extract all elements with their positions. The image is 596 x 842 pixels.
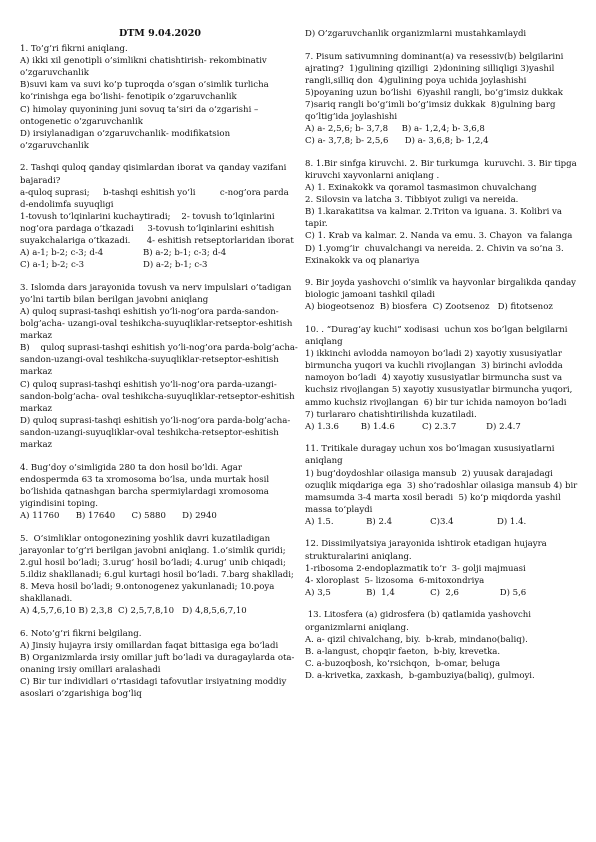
answer-option: A) ikki xil genotipli o’simlikni chatishtirish- rekombinativ o’zgaruvchanlik: [20, 56, 270, 79]
question-2: [20, 162, 300, 271]
question-10: [305, 324, 580, 433]
answer-option: A) 1. Exinakokk va qoramol tasmasimon chuvalchang: [305, 183, 537, 194]
answer-option: D. a-krivetka, zaxkash, b-gambuziya(baliq), gulmoyi.: [305, 670, 535, 681]
answer-option: C) Bir tur individlari o’rtasidagi tafovutlar irsiyatning moddiy asoslari o’zgarishiga bog’liq: [20, 677, 290, 700]
question-3: [20, 282, 300, 451]
answer-option: D) 1.yomg’ir chuvalchangi va nereida. 2. Chivin va so’na 3. Exinakokk va oq planariya: [305, 243, 567, 266]
question-9: [305, 277, 580, 313]
answer-options: A) a- 2,5,6; b- 3,7,8 B) a- 1,2,4; b- 3,6,8: [305, 124, 485, 135]
question-text: 13. Litosfera (a) gidrosfera (b) qatlamida yashovchi organizmlarni aniqlang.: [305, 610, 534, 633]
answer-options: A) biogeotsenoz B) biosfera C) Zootsenoz D) fitotsenoz: [305, 302, 553, 313]
answer-option: D) a-2; b-1; c-3: [143, 260, 208, 271]
question-6: [20, 628, 300, 701]
answer-option: C) quloq suprasi-tashqi eshitish yo’li-nog’ora parda-uzangi- sandon-bolg’acha- oval teshikcha-suyuqliklar-retseptor-eshitish markaz: [20, 379, 298, 414]
question-statements: 1) ikkinchi avlodda namoyon bo‘ladi 2) xayotiy xususiyatlar birmuncha yuqori va kuchli rivojlangan 3) birinchi avlodda namoyon bo‘ladi 4) xayotiy xususiyatlar birmuncha sust va kuchsiz rivojlangan 5) xayotiy xususiyatlar birmuncha yuqori, ammo kuchsiz rivojlangan 6) bir tur ichida namoyon bo‘ladi: [305, 349, 576, 408]
answer-option: B)suvi kam va suvi ko’p tuproqda o’sgan o’simlik turlicha ko’rinishga ega bo’lishi- fenotipik o’zgaruvchanlik: [20, 80, 272, 103]
question-statements: 4- xloroplast 5- lizosoma 6-mitoxondriya: [305, 575, 485, 586]
answer-option: A) a-1; b-2; c-3; d-4: [20, 248, 104, 259]
answer-option: B) Organizmlarda irsiy omillar juft bo’ladi va duragaylarda ota-onaning irsiy omillari aralashadi: [20, 652, 295, 675]
question-text: 8. 1.Bir sinfga kiruvchi. 2. Bir turkumga kuruvchi. 3. Bir tipga kiruvchi xayvonlarni aniqlang .: [305, 158, 580, 181]
question-text: 1. To’g’ri fikrni aniqlang.: [20, 44, 128, 55]
answer-option: B. a-langust, chopqir faeton, b-biy, krevetka.: [305, 646, 501, 657]
answer-options: A) 11760 B) 17640 C) 5880 D) 2940: [20, 510, 217, 521]
question-statements: 7) turlararo chatishtirilishda kuzatiladi.: [305, 409, 477, 420]
page-title: DTM 9.04.2020: [118, 28, 202, 39]
question-text: 3. Islomda dars jarayonida tovush va nerv impulslari o’tadigan yo’lni tartib bilan berilgan javobni aniqlang: [20, 282, 295, 305]
answer-option: D) O’zgaruvchanlik organizmlarni mustahkamlaydi: [305, 29, 527, 39]
question-text: 10. . “Durag‘ay kuchi” xodisasi uchun xos bo’lgan belgilarni aniqlang: [305, 324, 571, 348]
answer-options: A) 1.3.6 B) 1.4.6 C) 2.3.7 D) 2.4.7: [305, 421, 521, 432]
question-13: [305, 609, 580, 682]
question-7: [305, 51, 580, 148]
answer-option: A) quloq suprasi-tashqi eshitish yo’li-nog’ora parda-sandon- bolg’acha- uzangi-oval teshikcha-suyuqliklar-retseptor-eshitish markaz: [20, 306, 296, 342]
answer-option: 2. Silovsin va latcha 3. Tibbiyot zuligi va nereida.: [305, 195, 519, 206]
answer-option: D) irsiylanadigan o’zgaruvchanlik- modifikatsion o’zgaruvchanlik: [20, 128, 233, 151]
answer-option: A. a- qizil chivalchang, biy. b-krab, mindano(baliq).: [305, 634, 528, 645]
answer-option: B) a-2; b-1; c-3; d-4: [143, 248, 227, 259]
answer-option: C) 1. Krab va kalmar. 2. Nanda va emu. 3. Chayon va falanga: [305, 231, 573, 242]
question-4: [20, 462, 300, 522]
answer-option: C. a-buzoqbosh, ko‘rsichqon, b-omar, beluga: [305, 658, 501, 669]
answer-options: C) a- 3,7,8; b- 2,5,6 D) a- 3,6,8; b- 1,2,4: [305, 136, 489, 147]
question-8: [305, 158, 580, 267]
answer-option: D) quloq suprasi-tashqi eshitish yo’li-nog’ora parda-bolg’acha-sandon-uzangi-suyuqliklar-oval teshikcha-retseptor-eshitish markaz: [20, 415, 291, 450]
question-text: 7. Pisum sativumning dominant(a) va resessiv(b) belgilarini ajrating? 1)gulining qizilligi 2)donining silliqligi 3)yashil rangli,silliq don 4)gulining poya uchida joylashishi 5)poyaning uzun bo’lishi 6)yashil rangli, bo’g’imsiz dukkak 7)sariq rangli bo’g’imli bo’g’imsiz dukkak 8)gulning barg qo’ltig’ida joylashishi: [305, 51, 569, 123]
question-text: 2. Tashqi quloq qanday qisimlardan iborat va qanday vazifani bajaradi?: [20, 163, 290, 186]
question-text: 4. Bug’doy o’simligida 280 ta don hosil bo’ldi. Agar endospermda 63 ta xromosoma bo’lsa, unda murtak hosil bo’lishida qatnashgan barcha spermiylardagi xromosoma yigindisini toping.: [20, 462, 272, 509]
question-11: [305, 443, 580, 528]
question-functions: 1-tovush to’lqinlarini kuchaytiradi; 2- tovush to’lqinlarini nog’ora pardaga o’tkazadi 3-tovush to’lqinlarini eshitish suyakchalariga o’tkazadi. 4- eshitish retseptorlaridan iborat: [20, 211, 294, 246]
question-12: [305, 538, 580, 598]
answer-options: A) 1.5. B) 2.4 C)3.4 D) 1.4.: [305, 516, 527, 527]
question-statements: 1) bug‘doydoshlar oilasiga mansub 2) yuusak darajadagi ozuqlik miqdariga ega 3) sho‘radoshlar oilasiga mansub 4) bir mamsumda 3-4 marta xosil beradi 5) ko‘p miqdorda yashil massa to‘playdi: [305, 468, 580, 515]
question-text: 12. Dissimilyatsiya jarayonida ishtirok etadigan hujayra strukturalarini aniqlang.: [305, 539, 550, 562]
answer-option: B) 1.karakatitsa va kalmar. 2.Triton va iguana. 3. Kolibri va tapir.: [305, 207, 565, 230]
right-column: [305, 28, 580, 693]
question-parts: a-quloq suprasi; b-tashqi eshitish yo’li c-nog’ora parda d-endolimfa suyuqligi: [20, 187, 297, 210]
answer-row: [20, 259, 300, 271]
left-column: [20, 28, 300, 711]
question-text: 9. Bir joyda yashovchi o’simlik va hayvonlar birgalikda qanday biologic jamoani tashkil qiladi: [305, 278, 579, 301]
question-text: 6. Noto’g’ri fikrni belgilang.: [20, 628, 142, 639]
answer-option: A) Jinsiy hujayra irsiy omillardan faqat bittasiga ega bo’ladi: [20, 640, 279, 651]
question-text: 5. O’simliklar ontogonezining yoshlik davri kuzatiladigan jarayonlar to’g’ri berilgan javobni aniqlang. 1.o’simlik quridi; 2.gul hosil bo’ladi; 3.urug’ hosil bo’ladi; 4.urug’ unib chiqadi; 5.ildiz shakllanadi; 6.gul kurtagi hosil bo’ladi. 7.barg shaklladi; 8. Meva hosil bo’ladi; 9.ontonogenez yakunlanadi; 10.poya shakllanadi.: [20, 533, 297, 605]
question-statements: 1-ribosoma 2-endoplazmatik to’r 3- golji majmuasi: [305, 563, 526, 574]
question-6-continued: [305, 28, 580, 40]
question-1: [20, 43, 300, 152]
answer-option: C) a-1; b-2; c-3: [20, 260, 85, 271]
answer-option: B) quloq suprasi-tashqi eshitish yo’li-nog’ora parda-bolg’acha-sandon-uzangi-oval teshikcha-suyuqliklar-retseptor-eshitish markaz: [20, 343, 298, 378]
answer-option: C) himolay quyonining juni sovuq ta’siri da o’zgarishi – ontogenetic o’zgaruvchanlik: [20, 104, 262, 127]
answer-options: A) 3,5 B) 1,4 C) 2,6 D) 5,6: [305, 587, 527, 598]
answer-options: A) 4,5,7,6,10 B) 2,3,8 C) 2,5,7,8,10 D) 4,8,5,6,7,10: [20, 606, 247, 617]
question-5: [20, 533, 300, 618]
question-text: 11. Tritikale duragay uchun xos bo’lmagan xususiyatlarni aniqlang: [305, 444, 558, 467]
answer-row: [20, 247, 300, 259]
